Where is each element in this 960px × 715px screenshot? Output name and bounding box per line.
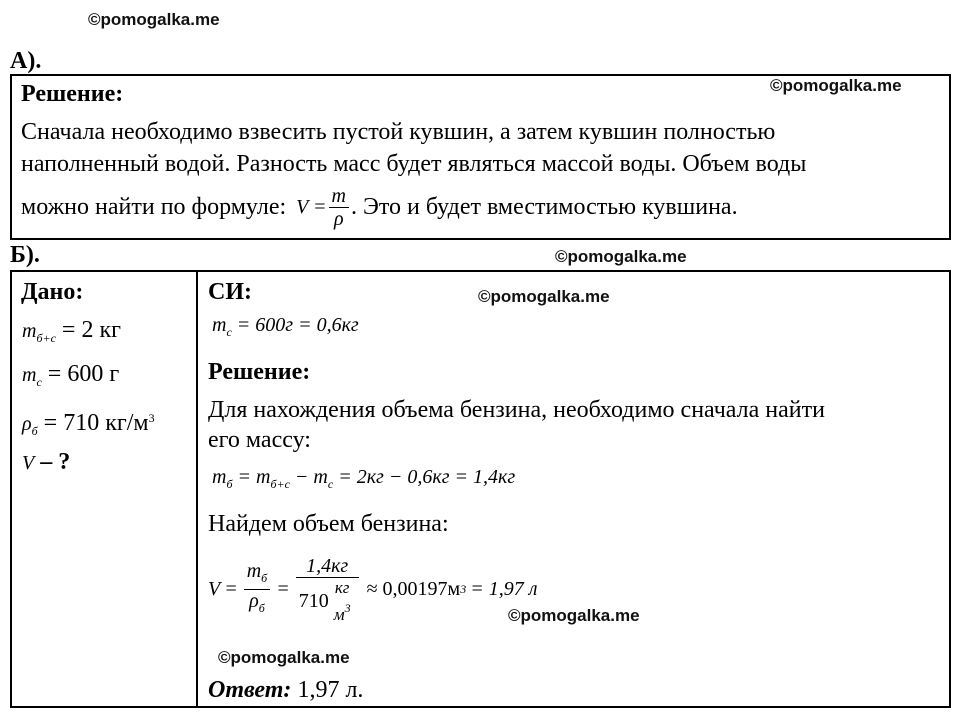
given-rho-exp: 3 <box>148 411 155 425</box>
given-rho-value: = 710 кг/м <box>43 410 149 436</box>
watermark-b-mid: ©pomogalka.me <box>508 606 640 625</box>
formula-numerator: m <box>331 184 346 207</box>
part-b-box <box>10 270 951 708</box>
mass-eq-m-total-sub: б+с <box>270 477 290 491</box>
part-a-line3-start: можно найти по формуле: <box>21 194 287 220</box>
mass-eq-equals: = <box>237 466 251 488</box>
formula-denominator: ρ <box>329 207 349 230</box>
vol-frac1-num-sub: б <box>261 570 268 585</box>
vol-result: = 1,97 л <box>470 577 538 600</box>
given-find-value: – ? <box>40 449 71 475</box>
part-a-line3-end: . Это и будет вместимостью кувшина. <box>350 194 738 220</box>
vol-approx: ≈ 0,00197м <box>366 577 461 600</box>
part-a-line3 <box>21 180 738 234</box>
si-m-sub: с <box>226 325 232 339</box>
solution-heading: Решение: <box>208 359 311 385</box>
vol-frac2-den <box>296 577 359 624</box>
volume-line: Найдем объем бензина: <box>208 511 449 537</box>
vol-v: V <box>208 577 221 600</box>
given-rho <box>22 402 155 447</box>
vol-frac1-den: ρ <box>249 589 259 612</box>
si-formula <box>212 314 359 340</box>
given-m-total-sub: б+с <box>36 331 56 345</box>
given-heading: Дано: <box>21 279 84 305</box>
given-rho-sub: б <box>31 424 38 438</box>
vol-frac1-num: m <box>246 559 262 582</box>
watermark-b-bottom: ©pomogalka.me <box>218 648 350 667</box>
given-m-c <box>22 358 119 398</box>
mass-eq-m-b-sub: б <box>226 477 233 491</box>
mass-eq-m-c-sub: с <box>327 477 334 491</box>
given-rho-var: ρ <box>22 413 32 435</box>
si-heading: СИ: <box>208 279 252 305</box>
vol-frac2-den-value: 710 <box>298 589 329 612</box>
solution-line1: Для нахождения объема бензина, необходимо сначала найти <box>208 397 825 423</box>
vol-approx-exp: 3 <box>460 581 467 596</box>
watermark-a: ©pomogalka.me <box>770 76 902 95</box>
vol-frac2 <box>296 555 359 624</box>
mass-equation <box>212 466 515 492</box>
mass-eq-m-c: m <box>313 466 328 488</box>
mass-eq-m-b: m <box>212 466 227 488</box>
answer-label: Ответ: <box>208 677 292 703</box>
vol-frac1 <box>244 560 271 619</box>
column-divider <box>196 272 198 706</box>
given-m-c-var: m <box>22 364 37 386</box>
volume-equation <box>208 546 537 632</box>
given-m-total-value: = 2 кг <box>61 317 121 343</box>
vol-frac1-den-sub: б <box>258 600 265 615</box>
solution-line2: его массу: <box>208 427 311 453</box>
given-m-total-var: m <box>22 320 37 342</box>
given-find <box>22 446 70 479</box>
given-m-c-value: = 600 г <box>47 361 120 387</box>
si-formula-value: = 600г = 0,6кг <box>236 314 359 336</box>
given-find-var: V <box>22 452 35 474</box>
part-a-heading: Решение: <box>21 81 124 107</box>
vol-eq2: = <box>276 577 290 600</box>
formula-fraction <box>329 185 349 230</box>
vol-eq1: = <box>224 577 238 600</box>
part-a-box <box>10 74 951 240</box>
part-a-label: А). <box>10 48 42 74</box>
answer <box>208 674 363 706</box>
part-b-label: Б). <box>10 242 40 268</box>
vol-unit-den: м <box>333 604 345 624</box>
si-m-var: m <box>212 314 227 336</box>
vol-unit-exp: 3 <box>344 600 351 615</box>
watermark-b-si: ©pomogalka.me <box>478 287 610 306</box>
mass-eq-minus: − <box>294 466 309 488</box>
part-a-line1: Сначала необходимо взвесить пустой кувшин, а затем кувшин полностью <box>21 119 776 145</box>
vol-unit-num: кг <box>334 577 350 597</box>
formula-v-lhs: V = <box>296 196 327 218</box>
mass-eq-m-total: m <box>256 466 271 488</box>
watermark-top: ©pomogalka.me <box>88 10 220 29</box>
given-m-total <box>22 314 121 354</box>
given-m-c-sub: с <box>36 375 42 389</box>
watermark-b-header: ©pomogalka.me <box>555 247 687 266</box>
answer-value: 1,97 л. <box>297 677 364 703</box>
part-a-line2: наполненный водой. Разность масс будет являться массой воды. Объем воды <box>21 151 807 177</box>
vol-frac2-den-unit <box>331 578 354 624</box>
vol-frac2-num: 1,4кг <box>306 554 349 577</box>
mass-eq-result: = 2кг − 0,6кг = 1,4кг <box>338 466 516 488</box>
